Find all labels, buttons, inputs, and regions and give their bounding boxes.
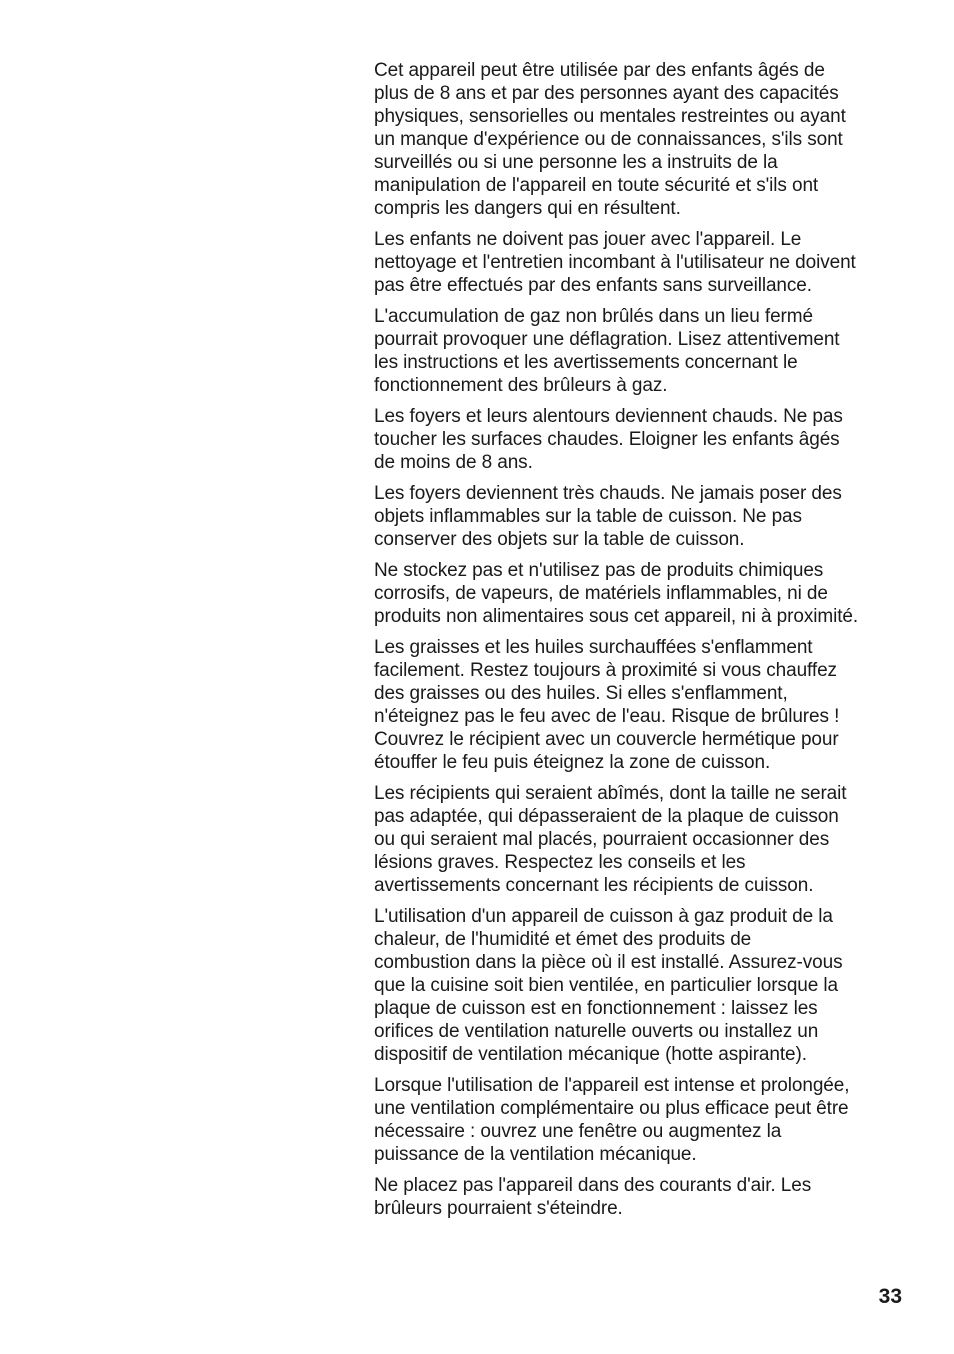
paragraph-ventilation: L'utilisation d'un appareil de cuisson à gaz produit de la chaleur, de l'humidité et émet des produits de combustion dans la pièce où il est installé. Assurez-vous que la cuisine soit bien ventilée, en particulier lorsque la plaque de cuisson est en fonctionnement : laissez les orifices de ventilation naturelle ouverts ou installez un dispositif de ventilation mécanique (hotte aspirante).	[374, 906, 843, 1065]
paragraph-hot-burners: Les foyers et leurs alentours deviennent chauds. Ne pas toucher les surfaces chaudes. Eloigner les enfants âgés de moins de 8 ans.	[374, 406, 843, 473]
paragraph-children-play: Les enfants ne doivent pas jouer avec l'appareil. Le nettoyage et l'entretien incombant à l'utilisateur ne doivent pas être effectués par des enfants sans surveillance.	[374, 229, 856, 296]
safety-text-column	[374, 59, 914, 1228]
paragraph-gas-accumulation: L'accumulation de gaz non brûlés dans un lieu fermé pourrait provoquer une déflagration. Lisez attentivement les instructions et les avertissements concernant le fonctionnement des brûleurs à gaz.	[374, 306, 840, 396]
paragraph-extra-ventilation: Lorsque l'utilisation de l'appareil est intense et prolongée, une ventilation complémentaire ou plus efficace peut être nécessaire : ouvrez une fenêtre ou augmentez la puissance de la ventilation mécanique.	[374, 1075, 850, 1165]
paragraph-drafts: Ne placez pas l'appareil dans des courants d'air. Les brûleurs pourraient s'éteindre.	[374, 1175, 812, 1219]
page-number: 33	[878, 1285, 902, 1308]
paragraph-flammable-objects: Les foyers deviennent très chauds. Ne jamais poser des objets inflammables sur la table de cuisson. Ne pas conserver des objets sur la table de cuisson.	[374, 483, 842, 550]
paragraph-overheated-oil: Les graisses et les huiles surchauffées s'enflamment facilement. Restez toujours à proximité si vous chauffez des graisses ou des huiles. Si elles s'enflamment, n'éteignez pas le feu avec de l'eau. Risque de brûlures ! Couvrez le récipient avec un couvercle hermétique pour étouffer le feu puis éteignez la zone de cuisson.	[374, 637, 840, 773]
paragraph-chemical-storage: Ne stockez pas et n'utilisez pas de produits chimiques corrosifs, de vapeurs, de matériels inflammables, ni de produits non alimentaires sous cet appareil, ni à proximité.	[374, 560, 859, 627]
paragraph-damaged-pans: Les récipients qui seraient abîmés, dont la taille ne serait pas adaptée, qui dépasseraient de la plaque de cuisson ou qui seraient mal placés, pourraient occasionner des lésions graves. Respectez les conseils et les avertissements concernant les récipients de cuisson.	[374, 783, 847, 896]
paragraph-children-usage: Cet appareil peut être utilisée par des enfants âgés de plus de 8 ans et par des personnes ayant des capacités physiques, sensorielles ou mentales restreintes ou ayant un manque d'expérience ou de connaissances, s'ils sont surveillés ou si une personne les a instruits de la manipulation de l'appareil en toute sécurité et s'ils ont compris les dangers qui en résultent.	[374, 60, 846, 219]
